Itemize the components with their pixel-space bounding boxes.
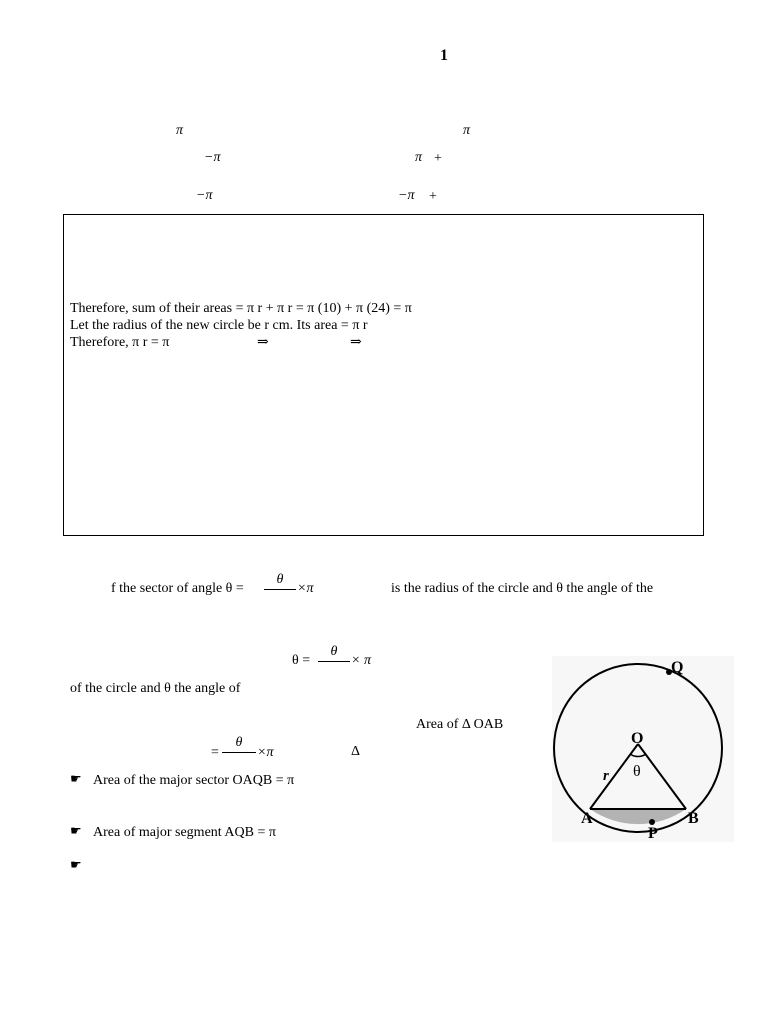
label-p: P xyxy=(648,825,658,842)
solution-box xyxy=(63,214,704,536)
label-a: A xyxy=(581,810,593,827)
sector-fraction-rest: ×π xyxy=(297,581,314,596)
delta-symbol: Δ xyxy=(351,744,361,759)
fragment-row2-right-plus: + xyxy=(434,151,442,166)
label-o: O xyxy=(631,730,644,747)
circle-figure xyxy=(540,652,740,852)
label-q: Q xyxy=(671,659,684,676)
segment-text-line: of the circle and θ the angle of xyxy=(70,681,241,696)
sector-text-left: f the sector of angle θ = xyxy=(111,581,244,596)
label-r: r xyxy=(603,768,609,784)
fragment-row3-right-plus: + xyxy=(429,189,437,204)
segment-eq-sign: = xyxy=(211,745,219,760)
implies-arrow-1: ⇒ xyxy=(257,335,269,350)
pointing-hand-icon: ☛ xyxy=(70,858,82,873)
segment-fraction-rest: × π xyxy=(351,653,371,668)
area-oab-label: Area of Δ OAB xyxy=(416,717,504,732)
bullet-major-segment: Area of major segment AQB = π xyxy=(93,825,276,840)
fragment-row3-right-pi: −π xyxy=(398,188,415,203)
segment-fraction-2-rest: ×π xyxy=(257,745,274,760)
segment-fraction xyxy=(318,644,350,664)
fragment-row1-left: π xyxy=(176,123,184,138)
fragment-row3-left: −π xyxy=(196,188,213,203)
sector-fraction xyxy=(264,572,296,592)
label-theta: θ xyxy=(633,763,641,780)
fragment-row1-right: π xyxy=(463,123,471,138)
box-line-3: Therefore, π r = π xyxy=(70,335,170,350)
implies-arrow-2: ⇒ xyxy=(350,335,362,350)
sector-text-right: is the radius of the circle and θ the angle of the xyxy=(391,581,654,596)
box-line-1: Therefore, sum of their areas = π r + π r = π (10) + π (24) = π xyxy=(70,301,412,316)
segment-fraction-2 xyxy=(222,735,256,755)
label-b: B xyxy=(688,810,699,827)
segment-theta-eq: θ = xyxy=(292,653,311,668)
segment-fraction-bar xyxy=(318,661,350,662)
segment-fraction-numerator: θ xyxy=(330,644,338,659)
segment-fraction-2-bar xyxy=(222,752,256,753)
segment-fraction-2-numerator: θ xyxy=(235,735,243,750)
box-line-2: Let the radius of the new circle be r cm. Its area = π r xyxy=(70,318,368,333)
fragment-row2-right-pi: π xyxy=(415,150,423,165)
sector-fraction-bar xyxy=(264,589,296,590)
bullet-major-sector: Area of the major sector OAQB = π xyxy=(93,773,295,788)
fragment-row2-left: −π xyxy=(204,150,221,165)
sector-fraction-numerator: θ xyxy=(276,572,284,587)
pointing-hand-icon: ☛ xyxy=(70,824,82,839)
page-number: 1 xyxy=(440,47,448,64)
pointing-hand-icon: ☛ xyxy=(70,772,82,787)
